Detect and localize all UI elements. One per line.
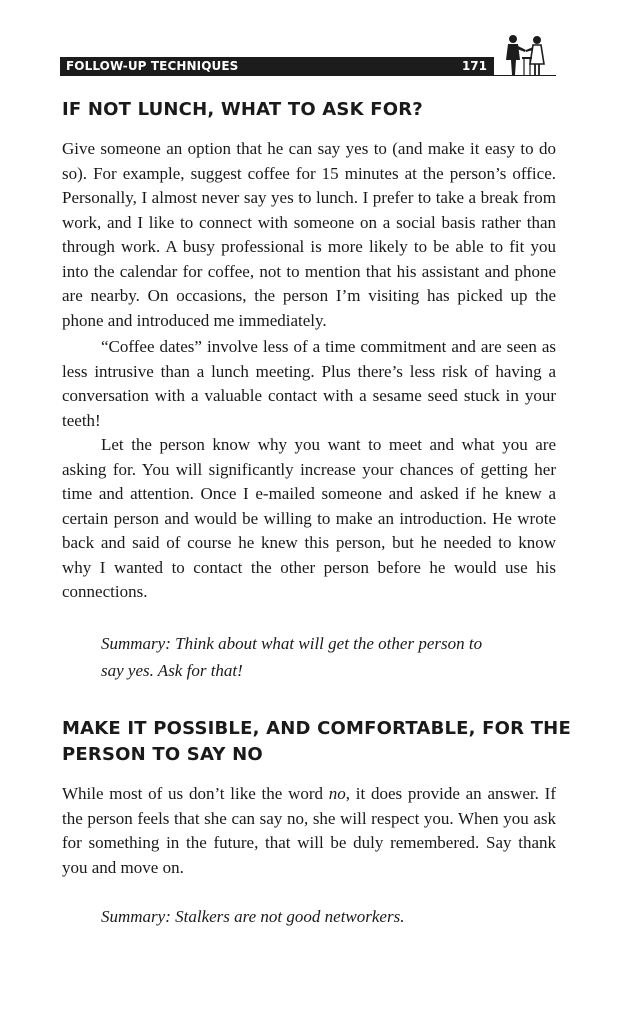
section-heading-say-no (62, 716, 571, 768)
summary-block-1 (101, 630, 541, 684)
header-rule (494, 75, 556, 76)
heading-line: MAKE IT POSSIBLE, AND COMFORTABLE, FOR THE (62, 718, 571, 739)
handshake-figures-icon (496, 30, 554, 78)
summary-line: Summary: Think about what will get the other person to (101, 634, 483, 653)
body-paragraph-1: Give someone an option that he can say yes to (and make it easy to do so). For example, suggest coffee for 15 minutes at the person’s office. Personally, I almost never say yes to lunch. I prefer to take a break from work, and I like to connect with someone on a social basis rather than through work. A busy professional is more likely to be able to fit you into the calendar for coffee, not to mention that his assistant and phone are nearby. On occasions, the person I’m visiting has picked up the phone and introduced me immediately. (62, 139, 556, 330)
body-paragraph-2: “Coffee dates” involve less of a time commitment and are seen as less intrusive than a lunch meeting. Plus there’s less risk of having a conversation with a valuable contact with a sesame seed stuck in your teeth! (62, 337, 556, 430)
heading-line: PERSON TO SAY NO (62, 744, 263, 765)
summary-line: say yes. Ask for that! (101, 661, 243, 680)
paragraph-text: While most of us don’t like the word (62, 784, 329, 803)
section-heading-lunch: IF NOT LUNCH, WHAT TO ASK FOR? (62, 99, 423, 120)
page-number: 171 (461, 59, 487, 73)
summary-line: Summary: Stalkers are not good networkers. (101, 907, 405, 926)
running-header-bar (60, 57, 494, 76)
emphasized-word: no (328, 784, 346, 803)
paragraph-text: , it does provide an answer. If the person feels that she can say no, she will respect you. When you ask for something in the future, that will be duly remembered. Say thank you and move on. (62, 784, 556, 877)
running-header-title: FOLLOW-UP TECHNIQUES (66, 59, 239, 73)
body-paragraph-3: Let the person know why you want to meet and what you are asking for. You will significantly increase your chances of getting her time and attention. Once I e-mailed someone and asked if he knew a certain person and would be willing to make an introduction. He wrote back and said of course he knew this person, but he needed to know why I wanted to contact the other person before he would use his connections. (62, 435, 556, 601)
summary-block-2 (101, 903, 541, 930)
body-paragraph-4 (62, 782, 556, 880)
